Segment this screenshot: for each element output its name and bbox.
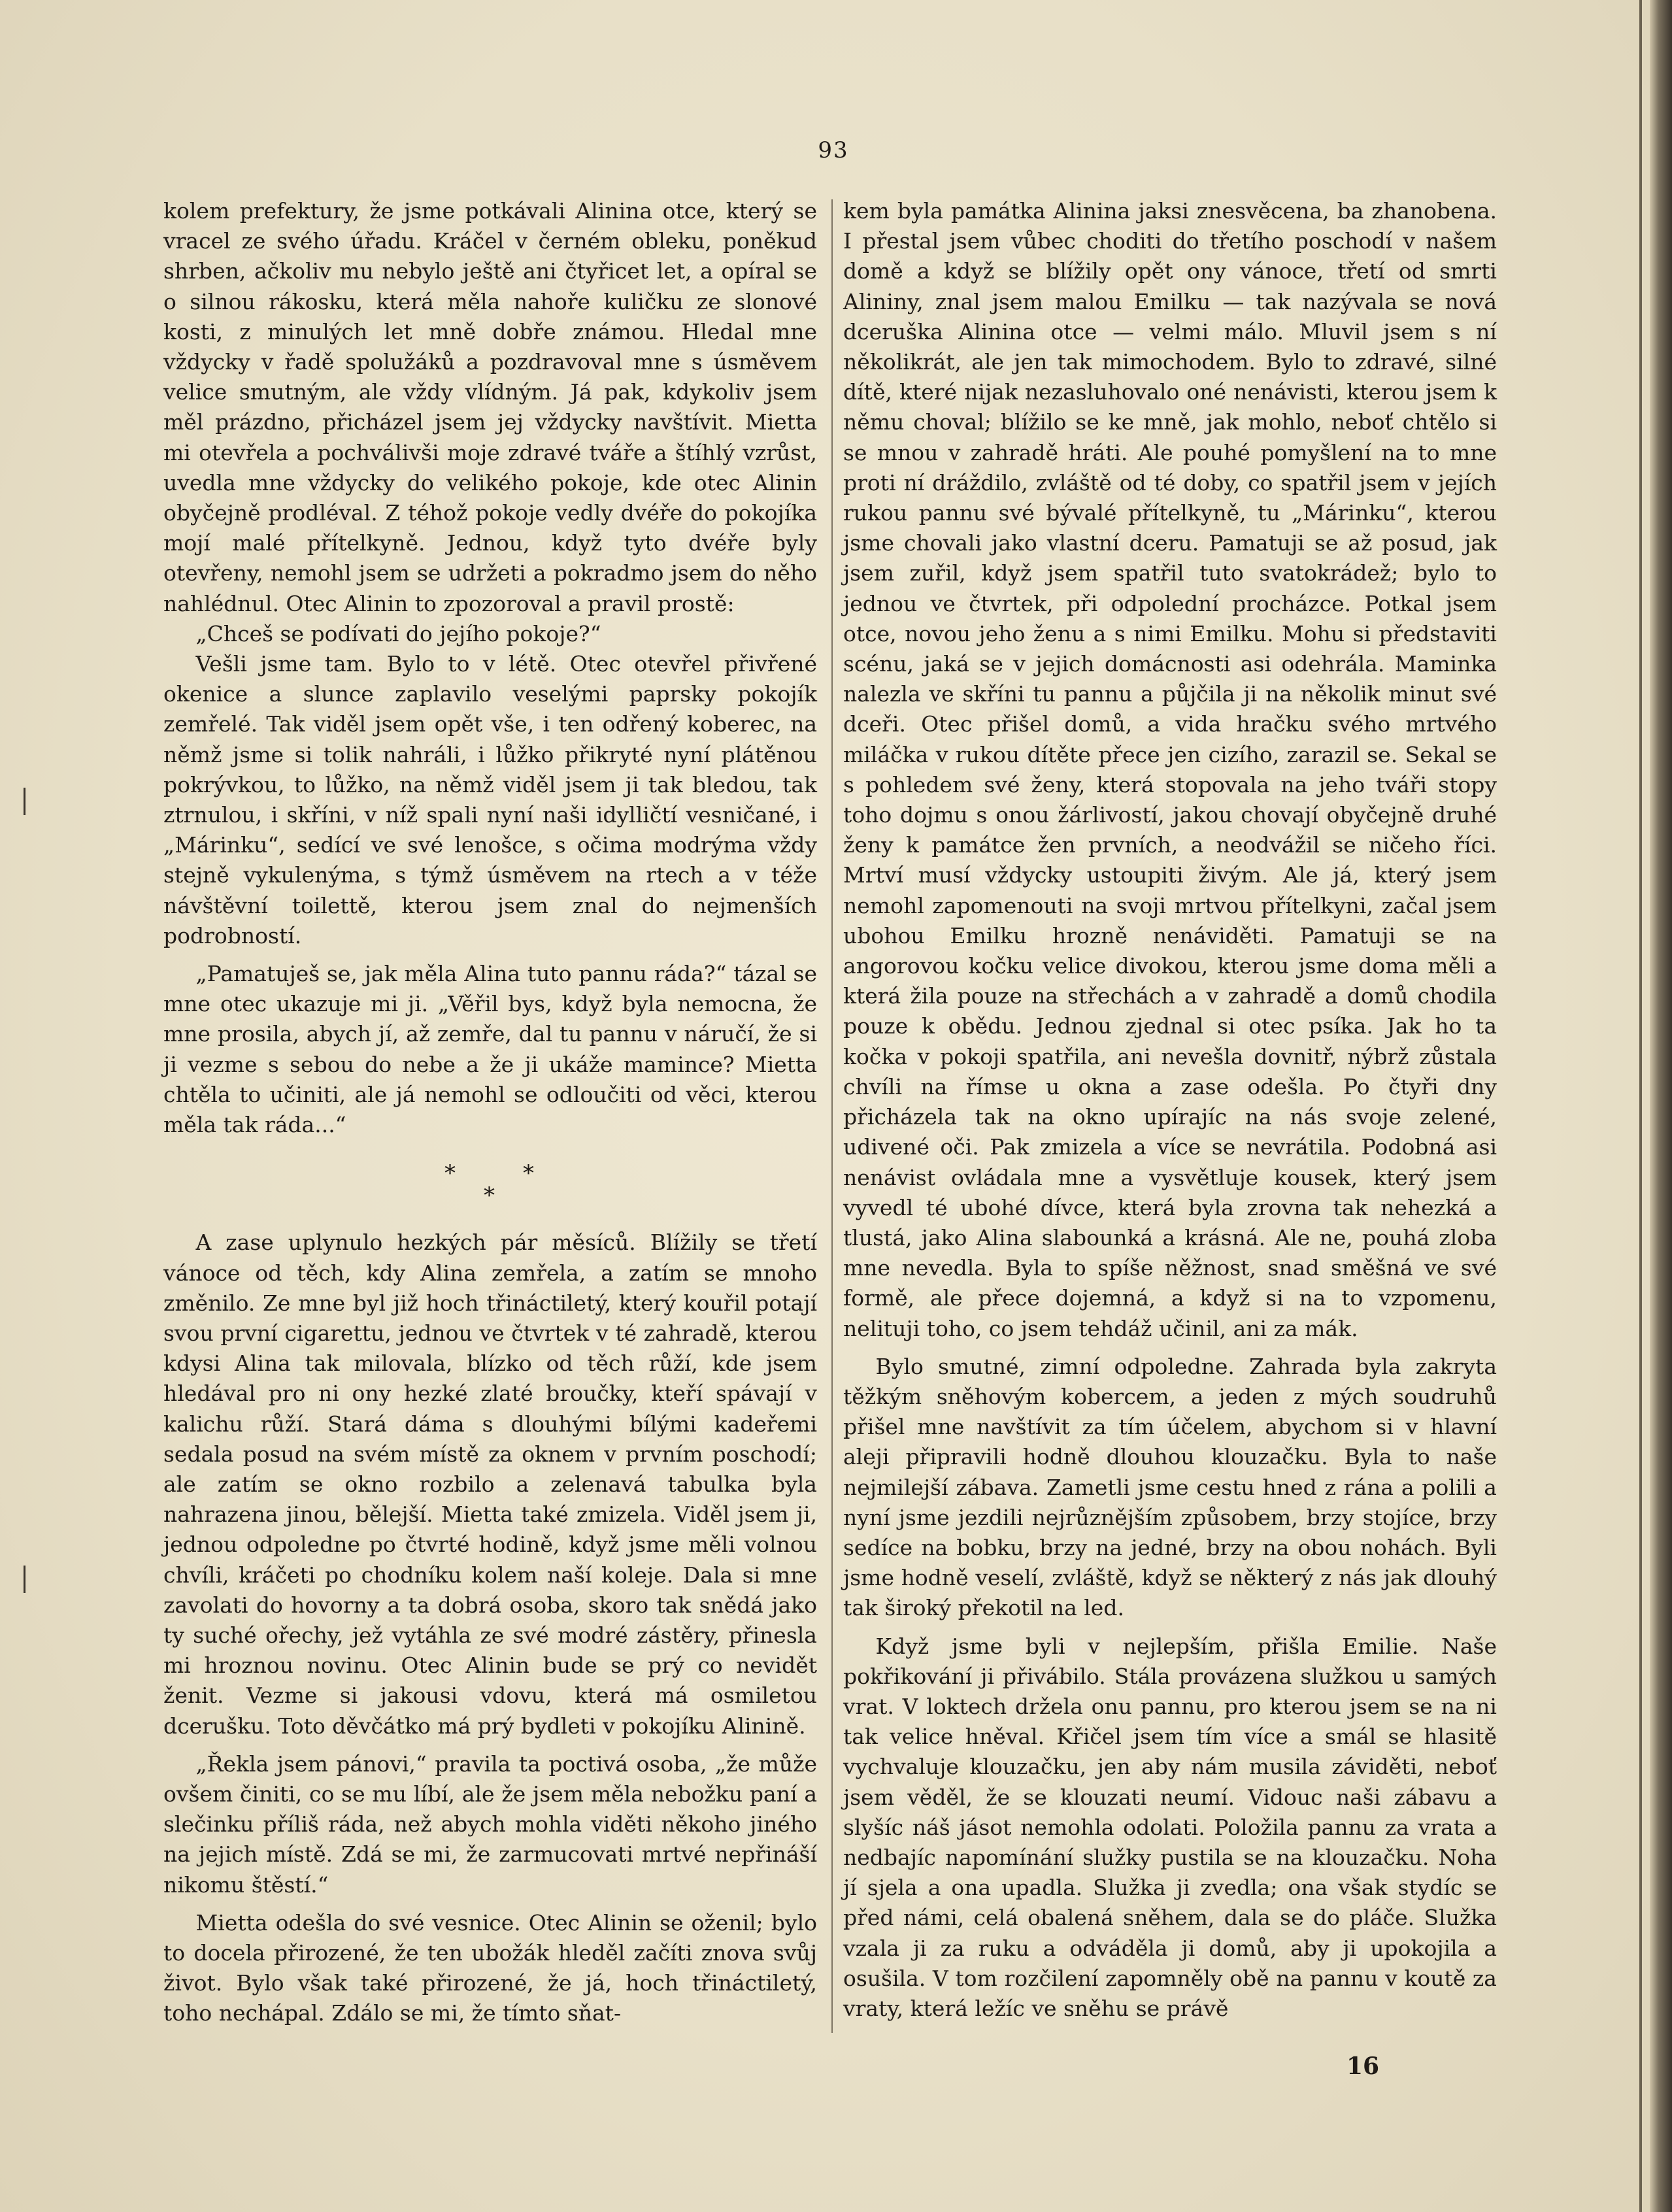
right-column: [843, 196, 1497, 2024]
paragraph: kolem prefektury, že jsme potkávali Alinina otce, který se vracel ze svého úřadu. Kráčel v černém obleku, poněkud shrben, ačkoliv mu nebylo ještě ani čtyřicet let, a opíral se o silnou rákosku, která měla nahoře kuličku ze slonové kosti, z minulých let mně dobře známou. Hledal mne vždycky v řadě spolužáků a pozdravoval mne s úsměvem velice smutným, ale vždy vlídným. Já pak, kdykoliv jsem měl prázdno, přicházel jsem jej vždycky navštívit. Mietta mi otevřela a pochválivši moje zdravé tváře a štíhlý vzrůst, uvedla mne vždycky do velikého pokoje, kde otec Alinin obyčejně prodléval. Z téhož pokoje vedly dvéře do pokojíka mojí malé přítelkyně. Jednou, když tyto dvéře byly otevřeny, nemohl jsem se udržeti a pokradmo jsem do něho nahlédnul. Otec Alinin to zpozoroval a pravil prostě:: [163, 198, 817, 616]
paragraph: Když jsme byli v nejlepším, přišla Emilie. Naše pokřikování ji přivábilo. Stála provázena služkou u samých vrat. V loktech držela onu pannu, pro kterou jsem se na ni tak velice hněval. Křičel jsem tím více a smál se hlasitě vychvaluje klouzačku, jen aby nám musila záviděti, neboť jsem věděl, že se klouzati neumí. Vidouc naši zábavu a slyšíc náš jásot nemohla odolati. Položila pannu za vrata a nedbajíc napomínání služky pustila se na klouzačku. Noha jí sjela a ona upadla. Služka ji zvedla; ona však stydíc se před námi, celá obalená sněhem, dala se do pláče. Služka vzala ji za ruku a odváděla ji domů, aby ji upokojila a osušila. V tom rozčilení zapomněly obě na pannu v koutě za vraty, která ležíc ve sněhu se právě: [843, 1633, 1497, 2021]
paragraph: Bylo smutné, zimní odpoledne. Zahrada byla zakryta těžkým sněhovým kobercem, a jeden z mých soudruhů přišel mne navštívit za tím účelem, abychom si v hlavní aleji připravili hodně dlouhou klouzačku. Byla to naše nejmilejší zábava. Zametli jsme cestu hned z rána a polili a nyní jsme jezdili nejrůznějším způsobem, brzy stojíce, brzy sedíce na bobku, brzy na jedné, brzy na obou nohách. Byli jsme hodně veselí, zvláště, když se některý z nás jak dlouhý tak široký překotil na led.: [843, 1353, 1497, 1621]
paragraph: „Pamatuješ se, jak měla Alina tuto pannu ráda?“ tázal se mne otec ukazuje mi ji. „Věřil bys, když byla nemocna, že mne prosila, abych jí, až zemře, dal tu pannu v náručí, že si ji vezme s sebou do nebe a že ji ukáže mamince? Mietta chtěla to učiniti, ale já nemohl se odloučiti od věci, kterou měla tak ráda...“: [163, 961, 817, 1138]
asterisk: *: [444, 1160, 456, 1187]
printer-signature-mark: 16: [1346, 2053, 1380, 2080]
asterisk: *: [484, 1182, 495, 1209]
asterisk: *: [523, 1160, 534, 1187]
margin-mark: [24, 1566, 25, 1593]
left-column: [163, 196, 817, 2029]
margin-mark: [24, 788, 25, 815]
page-edge-shadow: [1650, 0, 1672, 2212]
page-number: 93: [818, 137, 849, 163]
binding-line: [1639, 0, 1642, 2212]
paragraph: kem byla památka Alinina jaksi znesvěcena, ba zhanobena. I přestal jsem vůbec choditi do třetího poschodí v našem domě a když se blížily opět ony vánoce, třetí od smrti Alininy, znal jsem malou Emilku — tak nazývala se nová dceruška Alinina otce — velmi málo. Mluvil jsem s ní několikrát, ale jen tak mimochodem. Bylo to zdravé, silné dítě, které nijak nezasluhovalo oné nenávisti, kterou jsem k němu choval; blížilo se ke mně, jak mohlo, neboť chtělo si se mnou v zahradě hráti. Ale pouhé pomyšlení na to mne proti ní dráždilo, zvláště od té doby, co spatřil jsem v jejích rukou pannu své bývalé přítelkyně, tu „Márinku“, kterou jsme chovali jako vlastní dceru. Pamatuji se až posud, jak jsem zuřil, když jsem spatřil tuto svatokrádež; bylo to jednou ve čtvrtek, při odpolední procházce. Potkal jsem otce, novou jeho ženu a s nimi Emilku. Mohu si představiti scénu, jaká se v jejich domácnosti asi odehrála. Maminka nalezla ve skříni tu pannu a půjčila ji na několik minut své dceři. Otec přišel domů, a vida hračku svého mrtvého miláčka v rukou dítěte přece jen cizího, zarazil se. Sekal se s pohledem své ženy, která stopovala na jeho tváři stopy toho dojmu s onou žárlivostí, jakou chovají obyčejně druhé ženy k památce žen prvních, a neodvážil se ničeho říci. Mrtví musí vždycky ustoupiti živým. Ale já, který jsem nemohl zapomenouti na svoji mrtvou přítelkyni, začal jsem ubohou Emilku hrozně nenáviděti. Pamatuji se na angorovou kočku velice divokou, kterou jsme doma měli a která žila pouze na střechách a v zahradě a domů chodila pouze k obědu. Jednou zjednal si otec psíka. Jak ho ta kočka v pokoji spatřila, ani nevešla dovnitř, nýbrž zůstala chvíli na římse u okna a zase odešla. Po čtyři dny přicházela tak na okno upírajíc na nás svoje zelené, udivené oči. Pak zmizela a více se nevrátila. Podobná asi nenávist ovládala mne a vysvětluje kousek, který jsem vyvedl té ubohé dívce, která byla zrovna tak nehezká a tlustá, jako Alina slabounká a krásná. Ale ne, pouhá zloba mne nevedla. Byla to spíše něžnost, snad směšná ve své formě, ale přece dojemná, a když si na to vzpomenu, nelituji toho, co jsem tehdáž učinil, ani za mák.: [843, 198, 1497, 1341]
paragraph: Vešli jsme tam. Bylo to v létě. Otec otevřel přivřené okenice a slunce zaplavilo veselými paprsky pokojík zemřelé. Tak viděl jsem opět vše, i ten odřený koberec, na němž jsme si tolik nahráli, i lůžko přikryté nyní plátěnou pokrývkou, to lůžko, na němž viděl jsem ji tak bledou, tak ztrnulou, i skříni, v níž spali nyní naši idylličtí vesničané, i „Márinku“, sedící ve své lenošce, s očima modrýma vždy stejně vykulenýma, s týmž úsměvem na rtech a v téže návštěvní toilettě, kterou jsem znal do nejmenších podrobností.: [163, 651, 817, 948]
paragraph: Mietta odešla do své vesnice. Otec Alinin se oženil; bylo to docela přirozené, že ten ubožák hleděl začíti znova svůj život. Bylo však také přirozené, že já, hoch třináctiletý, toho nechápal. Zdálo se mi, že tímto sňat-: [163, 1909, 817, 2026]
paragraph: „Řekla jsem pánovi,“ pravila ta poctivá osoba, „že může ovšem činiti, co se mu líbí, ale že jsem měla nebožku paní a slečinku příliš ráda, než abych mohla viděti někoho jiného na jejich místě. Zdá se mi, že zarmucovati mrtvé nepřináší nikomu štěstí.“: [163, 1751, 817, 1898]
paragraph: „Chceš se podívati do jejího pokoje?“: [195, 620, 601, 646]
paragraph: A zase uplynulo hezkých pár měsíců. Blížily se třetí vánoce od těch, kdy Alina zemřela, a zatím se mnoho změnilo. Ze mne byl již hoch třináctiletý, který kouřil potají svou první cigarettu, jednou ve čtvrtek v té zahradě, kterou kdysi Alina tak milovala, blízko od těch růží, kde jsem hledával pro ni ony hezké zlaté broučky, kteří spávají v kalichu růží. Stará dáma s dlouhými bílými kadeřemi sedala posud na svém místě za oknem v prvním poschodí; ale zatím se okno rozbilo a zelenavá tabulka byla nahrazena jinou, bělejší. Mietta také zmizela. Viděl jsem ji, jednou odpoledne po čtvrté hodině, když jsme měli volnou chvíli, kráčeti po chodníku kolem naší koleje. Dala si mne zavolati do hovorny a ta dobrá osoba, skoro tak snědá jako ty suché ořechy, jež vytáhla ze své modré zástěry, přinesla mi hroznou novinu. Otec Alinin bude se prý co nevidět ženit. Vezme si jakousi vdovu, která má osmiletou dcerušku. Toto děvčátko má prý bydleti v pokojíku Alinině.: [163, 1230, 817, 1739]
section-break-asterism: [163, 1162, 817, 1221]
column-divider: [831, 199, 833, 2033]
